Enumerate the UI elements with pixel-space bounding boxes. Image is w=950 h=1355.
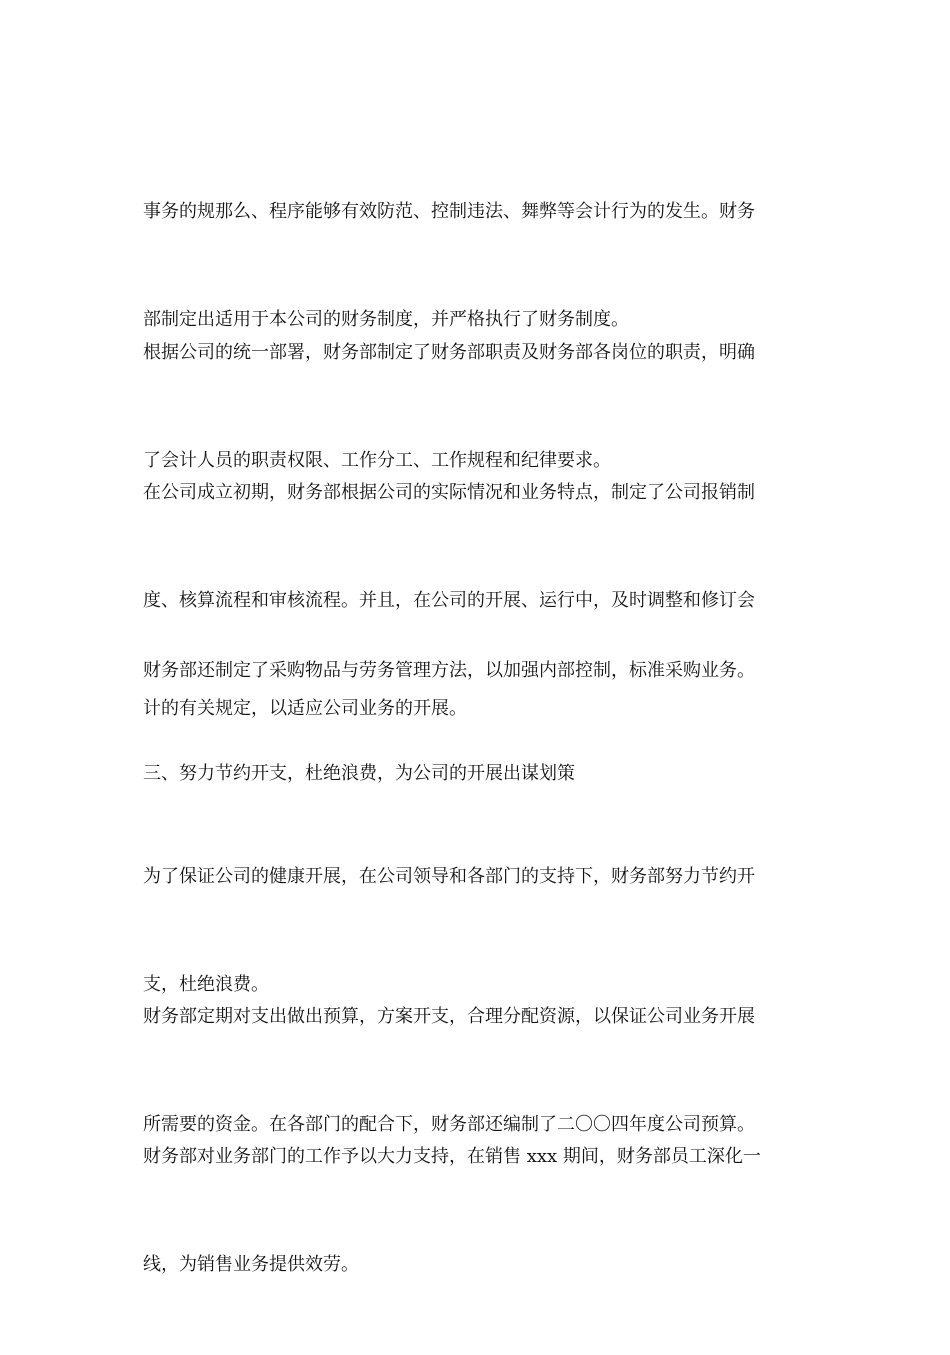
text-line: 度、核算流程和审核流程。并且，在公司的开展、运行中，及时调整和修订会 bbox=[143, 590, 755, 611]
text-line: 在公司成立初期，财务部根据公司的实际情况和业务特点，制定了公司报销制 bbox=[143, 482, 755, 503]
text-line: 根据公司的统一部署，财务部制定了财务部职责及财务部各岗位的职责，明确 bbox=[143, 342, 755, 363]
text-line: 事务的规那么、程序能够有效防范、控制违法、舞弊等会计行为的发生。财务 bbox=[143, 201, 755, 222]
text-line: 了会计人员的职责权限、工作分工、工作规程和纪律要求。 bbox=[143, 450, 611, 471]
text-line: 为了保证公司的健康开展，在公司领导和各部门的支持下，财务部努力节约开 bbox=[143, 866, 755, 887]
paragraph-sales-support bbox=[143, 1067, 823, 1355]
heading-text: 三、努力节约开支，杜绝浪费，为公司的开展出谋划策 bbox=[143, 763, 575, 784]
text-line: 财务部对业务部门的工作予以大力支持，在销售 xxx 期间，财务部员工深化一 bbox=[143, 1146, 761, 1167]
text-line: 支，杜绝浪费。 bbox=[143, 974, 269, 995]
text-line: 所需要的资金。在各部门的配合下，财务部还编制了二〇〇四年度公司预算。 bbox=[143, 1114, 755, 1135]
text-line: 财务部还制定了采购物品与劳务管理方法，以加强内部控制，标准采购业务。 bbox=[143, 660, 755, 681]
text-line: 线，为销售业务提供效劳。 bbox=[143, 1254, 359, 1275]
text-line: 财务部定期对支出做出预算，方案开支，合理分配资源，以保证公司业务开展 bbox=[143, 1006, 755, 1027]
text-line: 计的有关规定，以适应公司业务的开展。 bbox=[143, 698, 467, 719]
text-line: 部制定出适用于本公司的财务制度，并严格执行了财务制度。 bbox=[143, 309, 629, 330]
